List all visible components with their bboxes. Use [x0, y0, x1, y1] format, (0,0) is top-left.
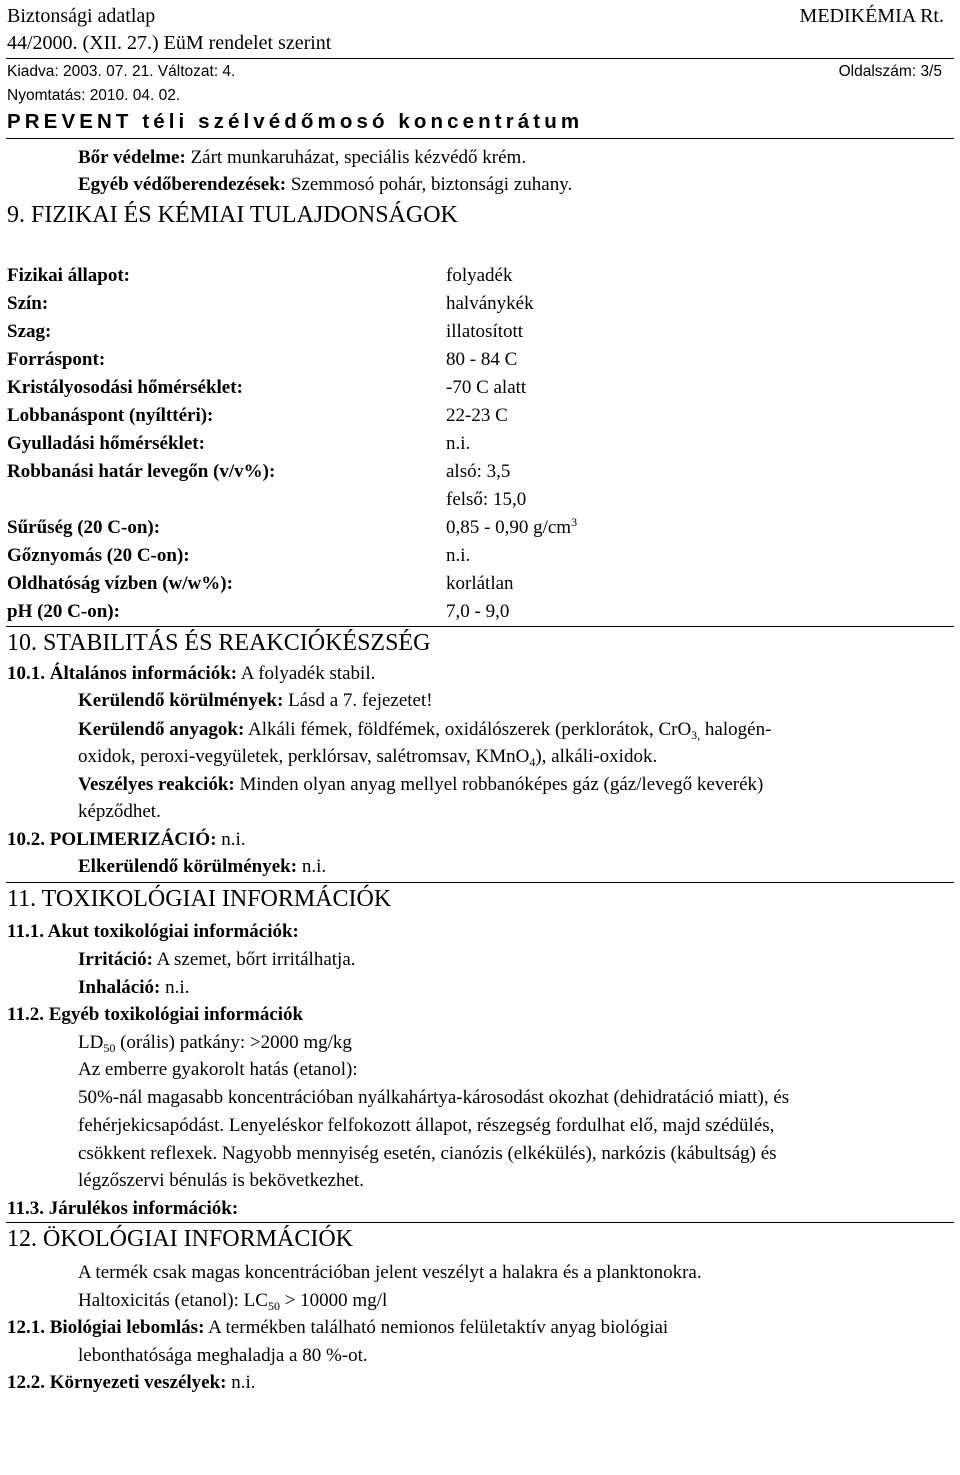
avoid-conditions: Elkerülendő körülmények: n.i.	[78, 856, 327, 877]
property-label: Oldhatóság vízben (w/w%):	[7, 573, 233, 594]
property-value: alsó: 3,5	[446, 461, 511, 482]
property-value: 7,0 - 9,0	[446, 601, 510, 622]
other-protection: Egyéb védőberendezések: Szemmosó pohár, biztonsági zuhany.	[78, 174, 573, 195]
toxicology-text: légzőszervi bénulás is bekövetkezhet.	[78, 1170, 364, 1191]
section-10-title: 10. STABILITÁS ÉS REAKCIÓKÉSZSÉG	[7, 630, 431, 656]
property-label: Szag:	[7, 321, 52, 342]
section-11-title: 11. TOXIKOLÓGIAI INFORMÁCIÓK	[7, 886, 392, 912]
property-label: Kristályosodási hőmérséklet:	[7, 377, 243, 398]
issue-info: Kiadva: 2003. 07. 21. Változat: 4.	[7, 63, 236, 80]
header-divider	[6, 58, 954, 59]
property-value: 80 - 84 C	[446, 349, 518, 370]
materials-to-avoid-cont: oxidok, peroxi-vegyületek, perklórsav, salétromsav, KMnO$_4$), alkáli-oxidok.	[78, 746, 658, 769]
skin-protection: Bőr védelme: Zárt munkaruházat, speciális kézvédő krém.	[78, 147, 527, 168]
property-value: illatosított	[446, 321, 524, 342]
toxicology-text: csökkent reflexek. Nagyobb mennyiség esetén, cianózis (elkékülés), narkózis (kábultság) és	[78, 1143, 777, 1164]
conditions-to-avoid: Kerülendő körülmények: Lásd a 7. fejezetet!	[78, 690, 433, 711]
property-label: pH (20 C-on):	[7, 601, 120, 622]
ld50-value: $LD_{50}$ (orális) patkány: >2000 mg/kg	[78, 1032, 352, 1055]
other-toxicology-heading: 11.2. Egyéb toxikológiai információk	[7, 1004, 304, 1025]
toxicology-text: 50%-nál magasabb koncentrációban nyálkahártya-károsodást okozhat (dehidratáció miatt), és	[78, 1087, 790, 1108]
human-effects-heading: Az emberre gyakorolt hatás (etanol):	[78, 1059, 358, 1080]
page-number: Oldalszám: 3/5	[838, 63, 942, 80]
property-label: Robbanási határ levegőn (v/v%):	[7, 461, 276, 482]
property-label: Lobbanáspont (nyílttéri):	[7, 405, 214, 426]
irritation: Irritáció: A szemet, bőrt irritálhatja.	[78, 949, 356, 970]
property-label: Gyulladási hőmérséklet:	[7, 433, 205, 454]
biodegradation: 12.1. Biológiai lebomlás: A termékben található nemionos felületaktív anyag biológiai	[7, 1317, 669, 1338]
additional-info-heading: 11.3. Járulékos információk:	[7, 1198, 239, 1219]
property-label: Forráspont:	[7, 349, 106, 370]
property-value: 0,85 - 0,90 $g/cm^3$	[446, 515, 578, 538]
hazardous-reactions: Veszélyes reakciók: Minden olyan anyag mellyel robbanóképes gáz (gáz/levegő keverék)	[78, 774, 764, 795]
polymerization: 10.2. POLIMERIZÁCIÓ: n.i.	[7, 829, 246, 850]
property-value: 22-23 C	[446, 405, 508, 426]
property-label: Sűrűség (20 C-on):	[7, 517, 161, 538]
materials-to-avoid: Kerülendő anyagok: Alkáli fémek, földfémek, oxidálószerek (perklorátok, CrO$_{3,}$ halogén-	[78, 719, 772, 742]
print-date: Nyomtatás: 2010. 04. 02.	[7, 87, 181, 104]
section-11-divider	[6, 1222, 954, 1223]
section-9-title: 9. FIZIKAI ÉS KÉMIAI TULAJDONSÁGOK	[7, 202, 458, 228]
section-9-divider	[6, 626, 954, 627]
fish-toxicity: Haltoxicitás (etanol): $LC_{50} > 10000$ mg/l	[78, 1290, 388, 1313]
company-name: MEDIKÉMIA Rt.	[799, 5, 944, 27]
ecology-text: A termék csak magas koncentrációban jelent veszélyt a halakra és a planktonokra.	[78, 1262, 702, 1283]
regulation-reference: 44/2000. (XII. 27.) EüM rendelet szerint	[7, 32, 332, 54]
property-label: Fizikai állapot:	[7, 265, 130, 286]
document-title: Biztonsági adatlap	[7, 5, 156, 27]
property-value: n.i.	[446, 545, 471, 566]
property-value: felső: 15,0	[446, 489, 527, 510]
toxicology-text: fehérjekicsapódást. Lenyeléskor felfokozott állapot, részegség fordulhat elő, majd szédülés,	[78, 1115, 775, 1136]
section-12-title: 12. ÖKOLÓGIAI INFORMÁCIÓK	[7, 1226, 353, 1252]
general-information: 10.1. Általános információk: A folyadék stabil.	[7, 663, 376, 684]
product-name: PREVENT téli szélvédőmosó koncentrátum	[7, 110, 584, 133]
acute-toxicology-heading: 11.1. Akut toxikológiai információk:	[7, 921, 299, 942]
biodegradation-cont: lebonthatósága meghaladja a 80 %-ot.	[78, 1345, 368, 1366]
property-value: halványkék	[446, 293, 534, 314]
property-label: Gőznyomás (20 C-on):	[7, 545, 190, 566]
product-divider	[6, 138, 954, 139]
property-value: -70 C alatt	[446, 377, 527, 398]
property-value: folyadék	[446, 265, 513, 286]
property-value: korlátlan	[446, 573, 514, 594]
hazardous-reactions-cont: képződhet.	[78, 801, 161, 822]
property-value: n.i.	[446, 433, 471, 454]
section-10-divider	[6, 882, 954, 883]
property-label: Szín:	[7, 293, 49, 314]
inhalation: Inhaláció: n.i.	[78, 977, 190, 998]
environmental-hazards: 12.2. Környezeti veszélyek: n.i.	[7, 1372, 256, 1393]
